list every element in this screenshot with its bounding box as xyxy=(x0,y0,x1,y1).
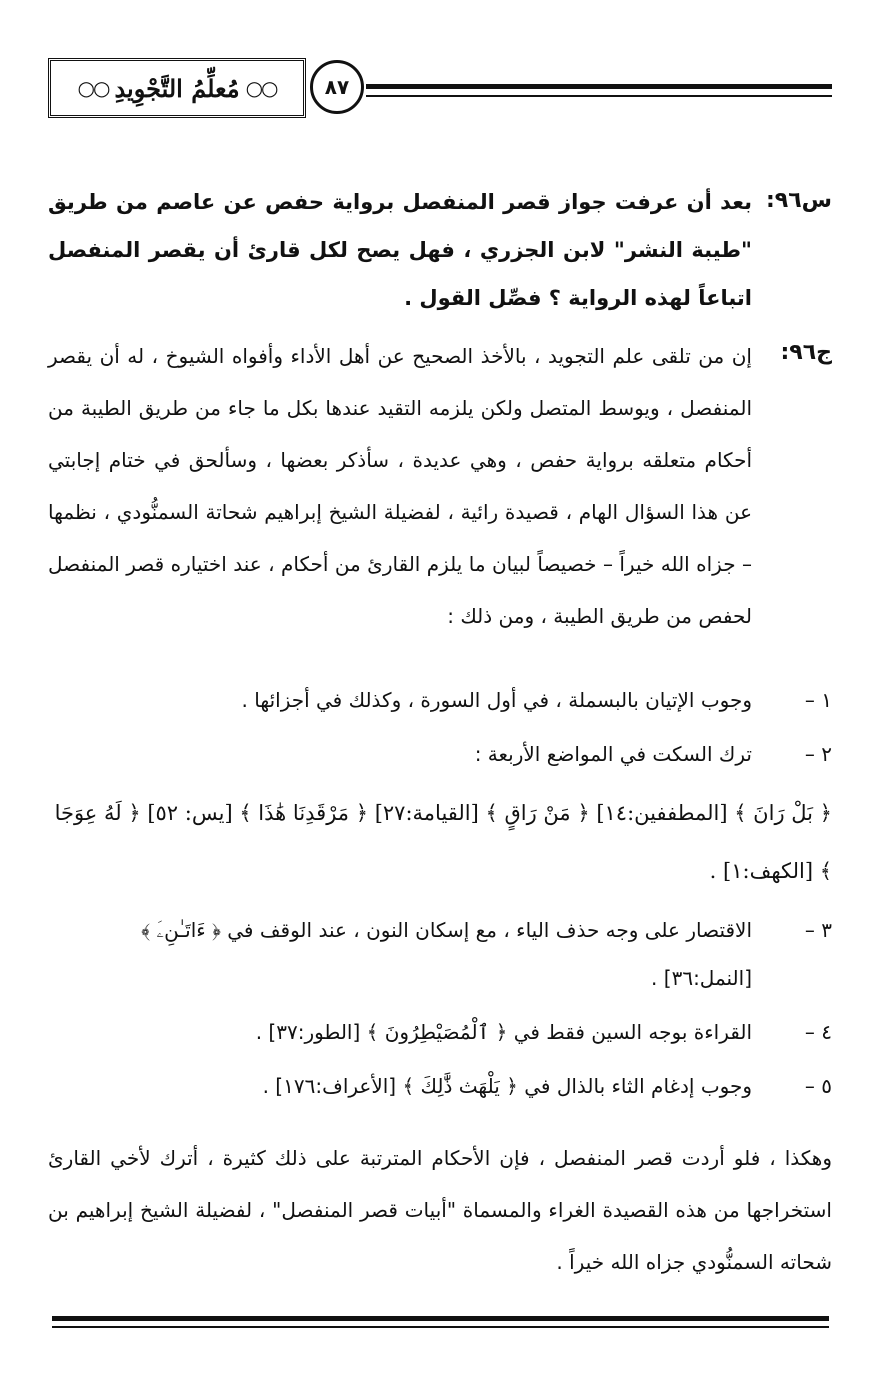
running-title-box xyxy=(48,58,306,118)
question-label: س٩٦: xyxy=(765,188,832,213)
closing-paragraph: وهكذا ، فلو أردت قصر المنفصل ، فإن الأحكام المترتبة على ذلك كثيرة ، أترك لأخي القارئ استخراجها من هذه القصيدة الغراء والمسماة "أبيات قصر المنفصل" ، لفضيلة الشيخ إبراهيم بن شحاته السمنُّودي جزاه الله خيراً . xyxy=(48,1146,832,1274)
question-block xyxy=(48,178,832,322)
footer-rule-thin xyxy=(52,1326,829,1328)
list-item-text: وجوب الإتيان بالبسملة ، في أول السورة ، وكذلك في أجزائها . xyxy=(241,688,752,712)
list-item-text: وجوب إدغام الثاء بالذال في ﴿ يَلْهَث ذَّٰلِكَ ﴾ [الأعراف:١٧٦] . xyxy=(262,1074,752,1098)
verse-lines xyxy=(48,784,832,900)
ornament-circles-icon: ○○ xyxy=(245,76,277,100)
header-rule-thin xyxy=(366,95,832,97)
running-title: مُعلِّمُ التَّجْوِيدِ xyxy=(114,73,240,103)
list-item xyxy=(48,676,832,724)
answer-block xyxy=(48,330,832,642)
rules-list xyxy=(48,676,832,1110)
list-item-text: القراءة بوجه السين فقط في ﴿ ٱلْمُصَيْطِرُونَ ﴾ [الطور:٣٧] . xyxy=(255,1020,752,1044)
ornament-circles-icon: ○○ xyxy=(77,76,109,100)
list-item-number: ٣ – xyxy=(804,918,832,942)
list-item-number: ٢ – xyxy=(804,742,832,766)
answer-text: إن من تلقى علم التجويد ، بالأخذ الصحيح عن أهل الأداء وأفواه الشيوخ ، له أن يقصر المنفصل ، ويوسط المتصل ولكن يلزمه التقيد عندها بكل ما جاء من طريق الطيبة من أحكام متعلقه برواية حفص ، وهي عديدة ، سأذكر بعضها ، وسألحق في ختام إجابتي عن هذا السؤال الهام ، قصيدة رائية ، لفضيلة الشيخ إبراهيم شحاتة السمنُّودي ، نظمها – جزاه الله خيراً – خصيصاً لبيان ما يلزم القارئ من أحكام ، عند اختياره قصر المنفصل لحفص من طريق الطيبة ، ومن ذلك : xyxy=(48,344,752,628)
list-item-number: ١ – xyxy=(804,688,832,712)
list-item-number: ٤ – xyxy=(804,1020,832,1044)
header-rule-thick xyxy=(366,84,832,89)
list-item-text: ترك السكت في المواضع الأربعة : xyxy=(474,742,752,766)
question-text: بعد أن عرفت جواز قصر المنفصل برواية حفص عن عاصم من طريق "طيبة النشر" لابن الجزري ، فهل يصح لكل قارئ أن يقصر المنفصل اتباعاً لهذه الرواية ؟ فصِّل القول . xyxy=(48,190,752,310)
list-item-text: الاقتصار على وجه حذف الياء ، مع إسكان النون ، عند الوقف في ﴿ ءَاتَـٰنِۦَ ﴾ [النمل:٣٦] . xyxy=(141,918,752,990)
footer-rule-thick xyxy=(52,1316,829,1321)
list-item xyxy=(48,730,832,778)
list-item-number: ٥ – xyxy=(804,1074,832,1098)
page-header xyxy=(48,54,832,124)
page-content xyxy=(48,178,832,1288)
list-item xyxy=(48,1008,832,1056)
quran-verses: ﴿ بَلْ رَانَ ﴾ [المطففين:١٤] ﴿ مَنْ رَاقٍ ﴾ [القيامة:٢٧] ﴿ مَرْقَدِنَا هَٰذَا ﴾ [يس: ٥٢] ﴿ لَهُ عِوَجَا ﴾ [الكهف:١] . xyxy=(54,801,832,883)
answer-label: ج٩٦: xyxy=(780,340,832,365)
page-number: ٨٧ xyxy=(310,60,364,114)
list-item-body xyxy=(48,730,752,778)
list-item xyxy=(48,1062,832,1110)
list-item xyxy=(48,906,832,1002)
